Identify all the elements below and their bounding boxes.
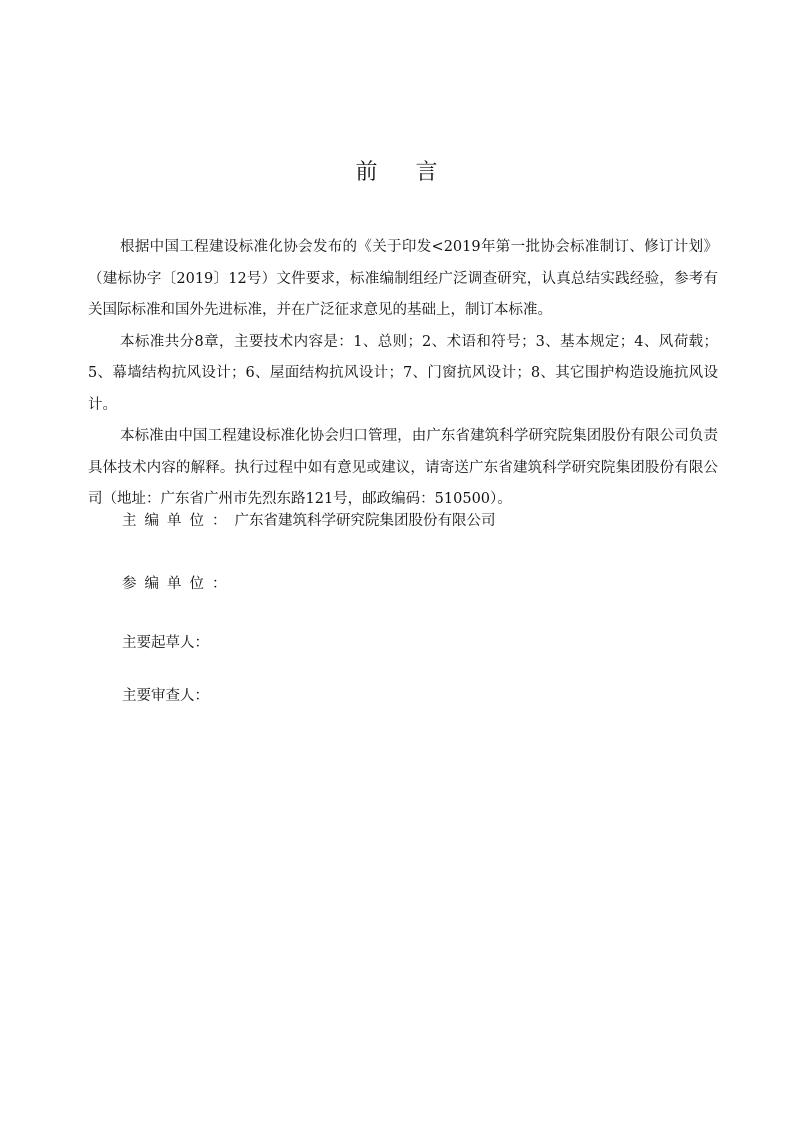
preface-body xyxy=(88,232,718,516)
preface-paragraph-3: 本标准由中国工程建设标准化协会归口管理，由广东省建筑科学研究院集团股份有限公司负责具体技术内容的解释。执行过程中如有意见或建议，请寄送广东省建筑科学研究院集团股份有限公司（地址：广东省广州市先烈东路121号，邮政编码：510500）。 xyxy=(88,428,718,507)
preface-paragraph-1: 根据中国工程建设标准化协会发布的《关于印发<2019年第一批协会标准制订、修订计划》（建标协字〔2019〕12号）文件要求，标准编制组经广泛调查研究，认真总结实践经验，参考有关国际标准和国外先进标准，并在广泛征求意见的基础上，制订本标准。 xyxy=(88,239,718,318)
chief-editor-unit-value: 广东省建筑科学研究院集团股份有限公司 xyxy=(234,513,496,529)
main-drafters-line xyxy=(122,633,209,653)
chief-editor-unit-label: 主编单位： xyxy=(122,513,235,529)
chief-editor-unit-line xyxy=(122,511,496,531)
main-reviewers-label: 主要审查人： xyxy=(122,688,209,704)
preface-paragraph-2: 本标准共分8章，主要技术内容是：1、总则；2、术语和符号；3、基本规定；4、风荷载；5、幕墙结构抗风设计；6、屋面结构抗风设计；7、门窗抗风设计；8、其它围护构造设施抗风设计。 xyxy=(88,333,718,413)
main-reviewers-line xyxy=(122,686,209,706)
participant-unit-line xyxy=(122,574,235,594)
page-title: 前言 xyxy=(355,160,476,185)
participant-unit-label: 参编单位： xyxy=(122,576,235,592)
main-drafters-label: 主要起草人： xyxy=(122,635,209,651)
